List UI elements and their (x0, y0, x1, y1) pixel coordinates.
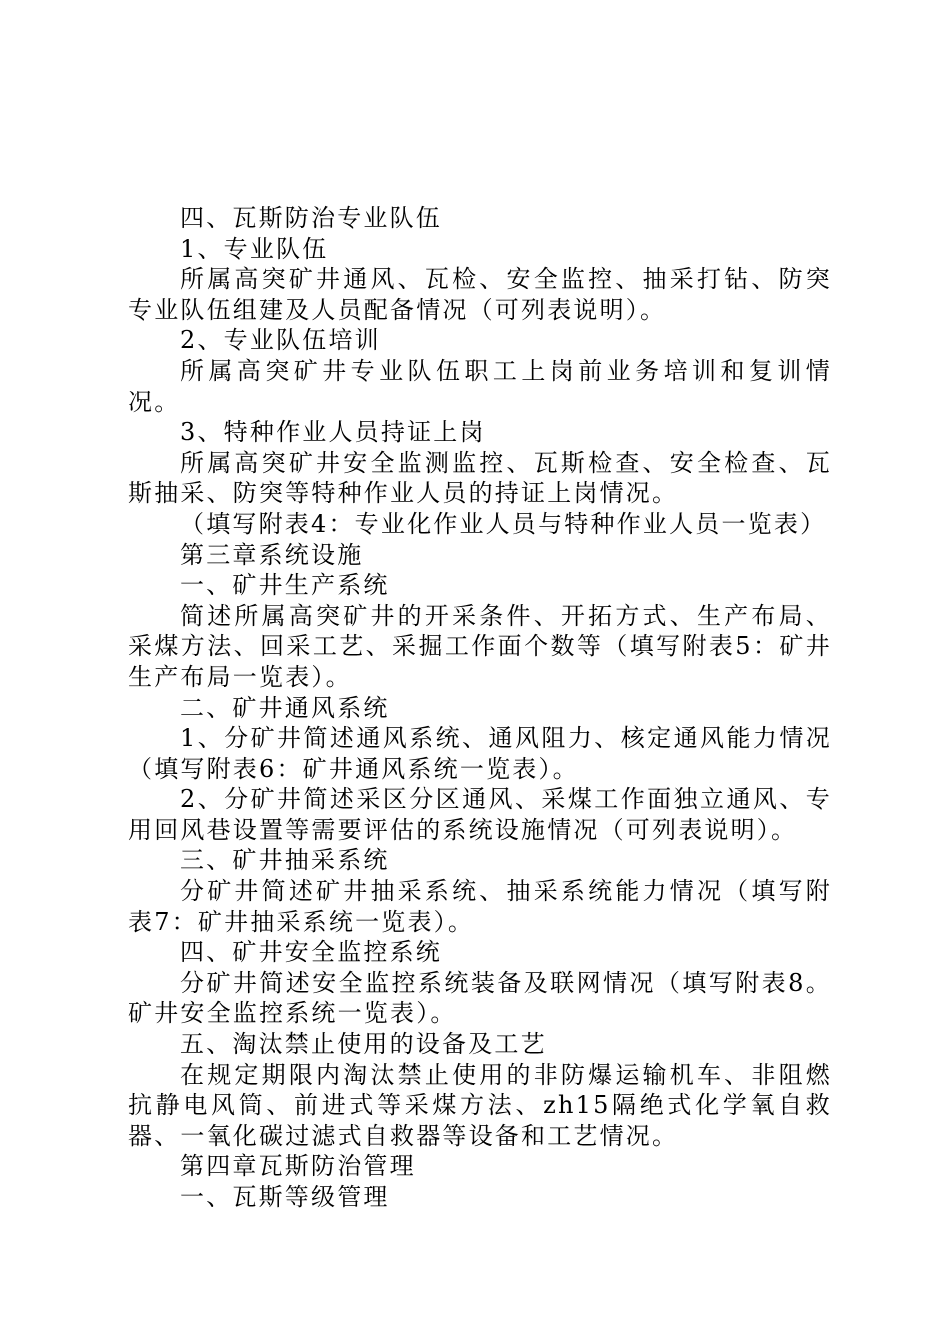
document-body (128, 203, 832, 1213)
subsection-heading: 3、特种作业人员持证上岗 (180, 418, 486, 447)
section-heading: 一、矿井生产系统 (180, 571, 390, 600)
body-paragraph: 在规定期限内淘汰禁止使用的非防爆运输机车、非阻燃抗静电风筒、前进式等采煤方法、zh15隔绝式化学氧自救器、一氧化碳过滤式自救器等设备和工艺情况。 (128, 1060, 832, 1150)
body-paragraph: 1、分矿井简述通风系统、通风阻力、核定通风能力情况（填写附表6：矿井通风系统一览表）。 (128, 724, 832, 783)
body-paragraph: 所属高突矿井专业队伍职工上岗前业务培训和复训情况。 (128, 356, 832, 416)
body-paragraph: 简述所属高突矿井的开采条件、开拓方式、生产布局、采煤方法、回采工艺、采掘工作面个数等（填写附表5：矿井生产布局一览表）。 (128, 601, 832, 691)
chapter-heading: 第四章瓦斯防治管理 (180, 1152, 416, 1181)
body-paragraph: 分矿井简述矿井抽采系统、抽采系统能力情况（填写附表7：矿井抽采系统一览表）。 (128, 877, 832, 936)
section-heading: 二、矿井通风系统 (180, 693, 390, 722)
section-heading: 四、矿井安全监控系统 (180, 938, 442, 967)
body-paragraph: 分矿井简述安全监控系统装备及联网情况（填写附表8。矿井安全监控系统一览表）。 (128, 968, 832, 1028)
subsection-heading: 2、专业队伍培训 (180, 326, 381, 355)
body-paragraph: 2、分矿井简述采区分区通风、采煤工作面独立通风、专用回风巷设置等需要评估的系统设施情况（可列表说明）。 (128, 785, 832, 844)
body-paragraph: （填写附表4：专业化作业人员与特种作业人员一览表） (180, 509, 827, 538)
body-paragraph: 所属高突矿井安全监测监控、瓦斯检查、安全检查、瓦斯抽采、防突等特种作业人员的持证上岗情况。 (128, 448, 832, 508)
subsection-heading: 1、专业队伍 (180, 234, 329, 263)
section-heading: 四、瓦斯防治专业队伍 (180, 204, 442, 232)
section-heading: 一、瓦斯等级管理 (180, 1183, 390, 1211)
section-heading: 五、淘汰禁止使用的设备及工艺 (180, 1030, 547, 1059)
chapter-heading: 第三章系统设施 (180, 540, 364, 569)
body-paragraph: 所属高突矿井通风、瓦检、安全监控、抽采打钻、防突专业队伍组建及人员配备情况（可列表说明）。 (128, 265, 832, 324)
section-heading: 三、矿井抽采系统 (180, 846, 390, 875)
